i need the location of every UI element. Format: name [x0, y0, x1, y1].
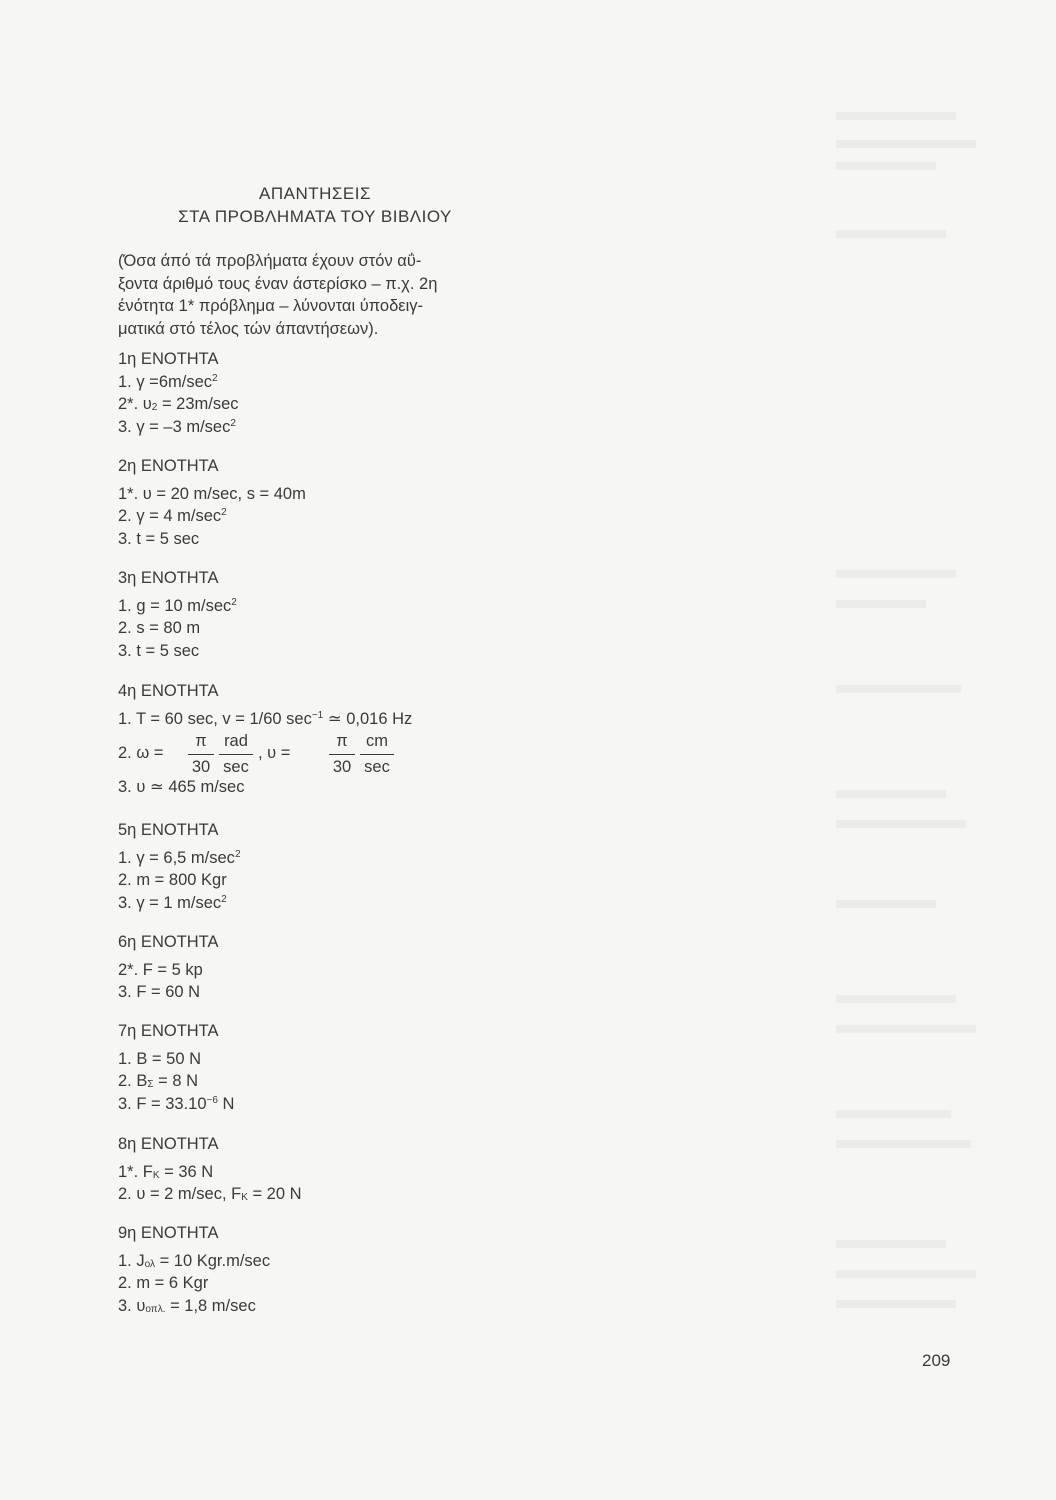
- section-9: [118, 1222, 270, 1317]
- page-number: 209: [922, 1351, 951, 1370]
- answer-line: 1. $\gamma =6m/\sec^2$: [118, 372, 218, 391]
- answer-line: 1*. $F_K = 36$ N: [118, 1162, 214, 1181]
- fraction-bar: [360, 754, 394, 755]
- section-heading: 4η ΕΝΟΤΗΤΑ: [118, 682, 219, 700]
- answer-line: 2. υ = 2 m/sec, $F_K = 20$ N: [118, 1185, 302, 1203]
- intro-line: (Όσα άπό τά προβλήματα έχουν στόν αΰ-: [118, 252, 422, 270]
- section-heading: 5η ΕΝΟΤΗΤΑ: [118, 821, 219, 839]
- intro-line: ξοντα άριθμό τους έναν άστερίσκο – π.χ. 2η: [118, 274, 438, 293]
- section-2: [118, 455, 306, 550]
- answer-line: 3. F = 60 N: [118, 983, 201, 1001]
- fraction-cm-over-sec: [360, 730, 394, 778]
- answer-line: 3. $F = 33.10^{-6}$ N: [118, 1094, 235, 1113]
- fraction-bar: [188, 754, 214, 755]
- answer-line: 2. m = 800 Kgr: [118, 871, 227, 889]
- section-1: [118, 348, 239, 438]
- answer-line: 3. t = 5 sec: [118, 529, 200, 548]
- section-heading: 9η ΕΝΟΤΗΤΑ: [118, 1224, 219, 1242]
- answer-line: 1. B = 50 N: [118, 1049, 202, 1068]
- answer-line: 3. υ ≃ 465 m/sec: [118, 778, 245, 796]
- fraction-rad-over-sec: [219, 730, 253, 778]
- page-title-line-2: ΣΤΑ ΠΡΟΒΛΗΜΑΤΑ ΤΟΥ ΒΙΒΛΙΟΥ: [178, 207, 452, 226]
- fraction-pi-over-30: [188, 730, 214, 778]
- answer-line: 3. t = 5 sec: [118, 641, 200, 660]
- section-8: [118, 1133, 302, 1206]
- intro-line: ματικά στό τέλος τών άπαντήσεων).: [118, 319, 379, 338]
- velocity-label: , υ =: [258, 744, 291, 762]
- answer-line: 3. γ = –3 $m/\sec^2$: [118, 417, 236, 436]
- section-heading: 2η ΕΝΟΤΗΤΑ: [118, 457, 219, 475]
- fraction-numerator: π: [195, 732, 207, 750]
- answer-line: 2. s = 80 m: [118, 619, 201, 637]
- answer-line: 2. $B_\Sigma = 8$ N: [118, 1072, 199, 1090]
- fraction-bar: [219, 754, 253, 755]
- section-6: [118, 931, 219, 1004]
- intro-note: [118, 250, 518, 340]
- section-heading: 3η ΕΝΟΤΗΤΑ: [118, 569, 219, 587]
- answer-line: 1. T = 60 sec, v = 1/60 $\sec^{-1}$ ≃ 0,016 Hz: [118, 709, 413, 728]
- fraction-denominator: sec: [223, 757, 249, 776]
- section-4: [118, 680, 412, 799]
- answer-line: 1. g = 10 $m/\sec^2$: [118, 596, 237, 615]
- section-heading: 6η ΕΝΟΤΗΤΑ: [118, 933, 219, 951]
- answer-line: 3. $\upsilon_{o\pi\lambda.} = 1,8$ m/sec: [118, 1296, 256, 1315]
- fraction-denominator: 30: [191, 757, 211, 776]
- bleed-through-texture: [836, 100, 986, 1350]
- fraction-numerator: rad: [224, 732, 248, 750]
- section-heading: 1η ΕΝΟΤΗΤΑ: [118, 350, 219, 368]
- section-3: [118, 567, 237, 662]
- answer-line: 1. γ = 6,5 $m/\sec^2$: [118, 848, 241, 867]
- section-heading: 8η ΕΝΟΤΗΤΑ: [118, 1135, 219, 1153]
- omega-label: 2. ω =: [118, 744, 164, 762]
- answer-line: 2. m = 6 Kgr: [118, 1274, 209, 1292]
- answer-line: 1. $J_{o\lambda} = 10$ Kgr.m/sec: [118, 1251, 271, 1270]
- section-heading: 7η ΕΝΟΤΗΤΑ: [118, 1022, 219, 1040]
- answer-line-fractions: [118, 730, 412, 776]
- section-5: [118, 819, 241, 914]
- fraction-numerator: π: [336, 732, 348, 750]
- page-title-line-1: ΑΠΑΝΤΗΣΕΙΣ: [259, 184, 371, 203]
- answer-line: 1*. υ = 20 m/sec, s = 40m: [118, 484, 306, 503]
- section-7: [118, 1020, 234, 1115]
- fraction-denominator: 30: [332, 757, 352, 776]
- fraction-denominator: sec: [364, 757, 390, 776]
- fraction-bar: [329, 754, 355, 755]
- answer-line: 3. γ = 1 $m/\sec^2$: [118, 893, 227, 912]
- answer-line: 2*. F = 5 kp: [118, 960, 203, 979]
- answer-line: 2*. $\upsilon_2 = 23m/\sec$: [118, 395, 239, 413]
- fraction-pi-over-30: [329, 730, 355, 778]
- fraction-numerator: cm: [366, 732, 388, 750]
- answer-line: 2. γ = 4 $m/\sec^2$: [118, 507, 227, 525]
- intro-line: ένότητα 1* πρόβλημα – λύνονται ύποδειγ-: [118, 297, 424, 315]
